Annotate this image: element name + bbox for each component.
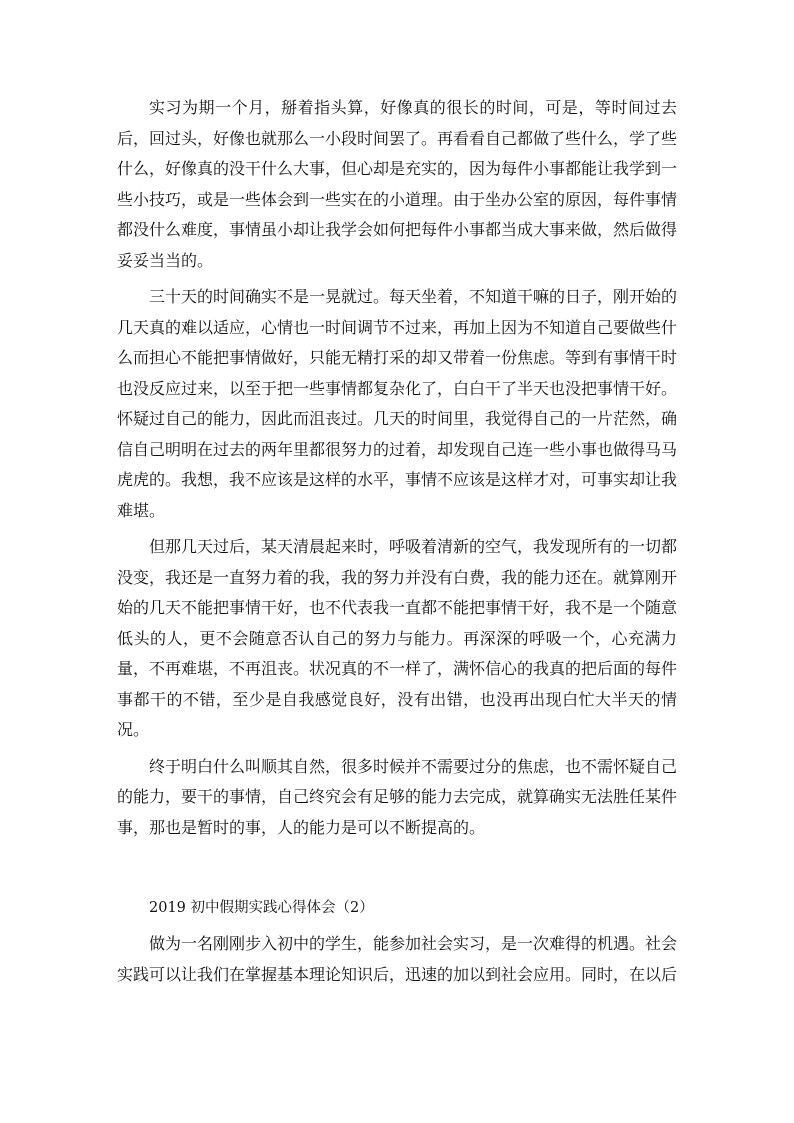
paragraph-2: 三十天的时间确实不是一晃就过。每天坐着，不知道干嘛的日子，刚开始的几天真的难以适应，心情也一时间调节不过来，再加上因为不知道自己要做些什么而担心不能把事情做好，只能无精打采的却又带着一份焦虑。等到有事情干时也没反应过来，以至于把一些事情都复杂化了，白白干了半天也没把事情干好。怀疑过自己的能力，因此而沮丧过。几天的时间里，我觉得自己的一片茫然，确信自己明明在过去的两年里都很努力的过着，却发现自己连一些小事也做得马马虎虎的。我想，我不应该是这样的水平，事情不应该是这样才对，可事实却让我难堪。 bbox=[117, 287, 678, 520]
document-body bbox=[117, 93, 677, 990]
paragraph-5: 做为一名刚刚步入初中的学生，能参加社会实习，是一次难得的机遇。社会实践可以让我们在掌握基本理论知识后，迅速的加以到社会应用。同时，在以后 bbox=[117, 934, 678, 984]
paragraph-1: 实习为期一个月，掰着指头算，好像真的很长的时间，可是，等时间过去后，回过头，好像也就那么一小段时间罢了。再看看自己都做了些什么，学了些什么，好像真的没干什么大事，但心却是充实的，因为每件小事都能让我学到一些小技巧，或是一些体会到一些实在的小道理。由于坐办公室的原因，每件事情都没什么难度，事情虽小却让我学会如何把每件小事都当成大事来做，然后做得妥妥当当的。 bbox=[117, 98, 678, 270]
paragraph-3: 但那几天过后，某天清晨起来时，呼吸着清新的空气，我发现所有的一切都没变，我还是一直努力着的我，我的努力并没有白费，我的能力还在。就算刚开始的几天不能把事情干好，也不代表我一直都不能把事情干好，我不是一个随意低头的人，更不会随意否认自己的努力与能力。再深深的呼吸一个，心充满力量，不再难堪，不再沮丧。状况真的不一样了，满怀信心的我真的把后面的每件事都干的不错，至少是自我感觉良好，没有出错，也没再出现白忙大半天的情况。 bbox=[117, 537, 678, 739]
paragraph-4: 终于明白什么叫顺其自然，很多时候并不需要过分的焦虑，也不需怀疑自己的能力，要干的事情，自己终究会有足够的能力去完成，就算确实无法胜任某件事，那也是暂时的事，人的能力是可以不断提高的。 bbox=[117, 756, 678, 837]
section-heading: 2019 初中假期实践心得体会（2） bbox=[149, 900, 374, 916]
